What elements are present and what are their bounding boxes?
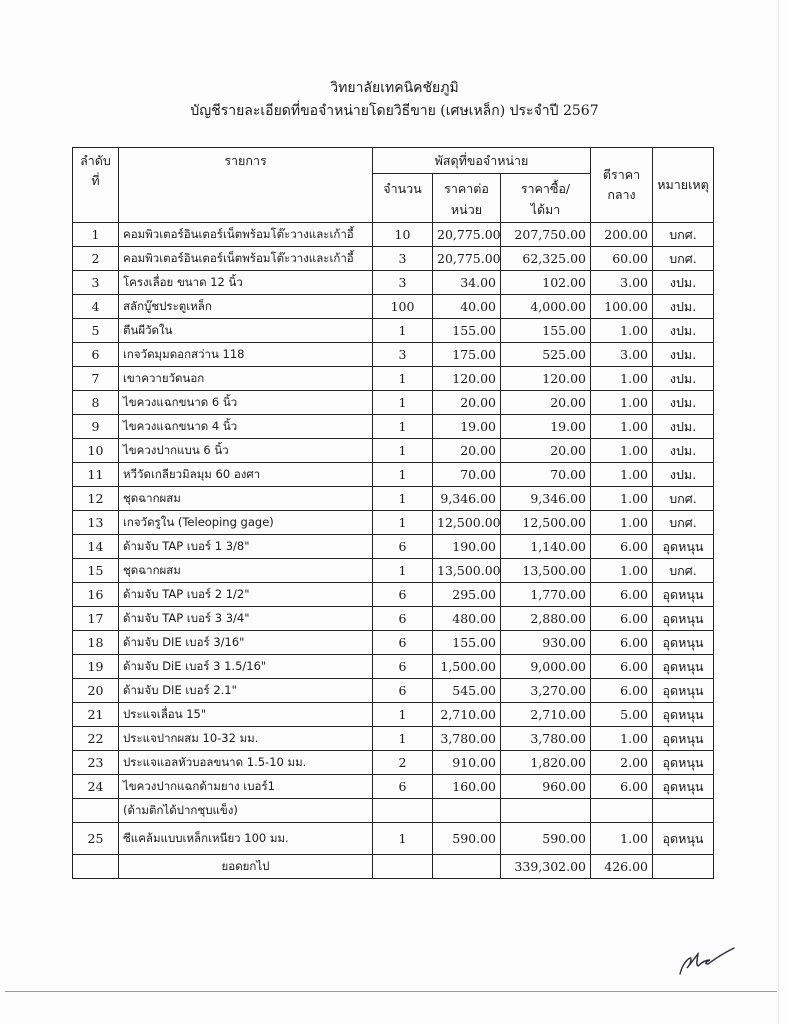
row-unit-price: 20,775.00 xyxy=(433,223,501,247)
row-remark: งปม. xyxy=(653,367,714,391)
table-row xyxy=(73,319,714,343)
row-unit-price: 20.00 xyxy=(433,391,501,415)
header-seq: ลำดับที่ xyxy=(73,148,119,223)
table-row xyxy=(73,607,714,631)
row-unit-price: 590.00 xyxy=(433,823,501,855)
row-purchase-price: 590.00 xyxy=(501,823,591,855)
row-qty: 1 xyxy=(373,415,433,439)
row-item: ประแจแอลหัวบอลขนาด 1.5-10 มม. xyxy=(119,751,373,775)
row-purchase-price: 960.00 xyxy=(501,775,591,799)
row-item: ไขควงแฉกขนาด 6 นิ้ว xyxy=(119,391,373,415)
row-seq: 24 xyxy=(73,775,119,799)
row-remark: อุดหนุน xyxy=(653,775,714,799)
row-remark: งปม. xyxy=(653,319,714,343)
row-qty: 6 xyxy=(373,655,433,679)
total-purchase-price: 339,302.00 xyxy=(501,855,591,879)
row-remark: อุดหนุน xyxy=(653,583,714,607)
row-item: ตีนผีวัดใน xyxy=(119,319,373,343)
row-purchase-price: 2,880.00 xyxy=(501,607,591,631)
header-item: รายการ xyxy=(119,148,373,223)
row-unit-price: 20,775.00 xyxy=(433,247,501,271)
row-remark: อุดหนุน xyxy=(653,535,714,559)
row-remark: บกศ. xyxy=(653,511,714,535)
table-row xyxy=(73,439,714,463)
row-seq: 1 xyxy=(73,223,119,247)
row-unit-price: 40.00 xyxy=(433,295,501,319)
header-unit-price-line1: ราคาต่อ xyxy=(444,181,489,196)
table-row xyxy=(73,463,714,487)
total-unit-price xyxy=(433,855,501,879)
row-unit-price: 160.00 xyxy=(433,775,501,799)
row-seq: 3 xyxy=(73,271,119,295)
row-qty: 1 xyxy=(373,727,433,751)
row-purchase-price: 13,500.00 xyxy=(501,559,591,583)
row-purchase-price: 20.00 xyxy=(501,391,591,415)
row-appraised: 2.00 xyxy=(591,751,653,775)
table-row xyxy=(73,367,714,391)
page-separator xyxy=(5,991,777,992)
row-remark: งปม. xyxy=(653,439,714,463)
row-seq xyxy=(73,799,119,823)
row-item: ไขควงปากแบน 6 นิ้ว xyxy=(119,439,373,463)
row-purchase-price: 9,000.00 xyxy=(501,655,591,679)
row-remark: อุดหนุน xyxy=(653,703,714,727)
row-unit-price: 910.00 xyxy=(433,751,501,775)
row-remark: งปม. xyxy=(653,391,714,415)
row-unit-price: 1,500.00 xyxy=(433,655,501,679)
row-qty: 6 xyxy=(373,775,433,799)
row-appraised: 60.00 xyxy=(591,247,653,271)
header-purchase-line1: ราคาซื้อ/ xyxy=(520,181,571,196)
row-item: ไขควงปากแฉกด้ามยาง เบอร์1 xyxy=(119,775,373,799)
row-qty: 100 xyxy=(373,295,433,319)
row-remark: บกศ. xyxy=(653,223,714,247)
row-seq: 15 xyxy=(73,559,119,583)
row-seq: 19 xyxy=(73,655,119,679)
table-row xyxy=(73,655,714,679)
row-remark: งปม. xyxy=(653,271,714,295)
table-row xyxy=(73,223,714,247)
row-purchase-price: 2,710.00 xyxy=(501,703,591,727)
row-appraised xyxy=(591,799,653,823)
row-remark xyxy=(653,799,714,823)
row-appraised: 6.00 xyxy=(591,775,653,799)
row-unit-price: 13,500.00 xyxy=(433,559,501,583)
table-row xyxy=(73,751,714,775)
table-row xyxy=(73,703,714,727)
table-row xyxy=(73,799,714,823)
row-qty: 1 xyxy=(373,823,433,855)
row-seq: 16 xyxy=(73,583,119,607)
row-appraised: 100.00 xyxy=(591,295,653,319)
row-qty: 1 xyxy=(373,703,433,727)
total-row xyxy=(73,855,714,879)
row-seq: 9 xyxy=(73,415,119,439)
row-appraised: 6.00 xyxy=(591,535,653,559)
row-appraised: 1.00 xyxy=(591,367,653,391)
row-item: เกจวัดรูใน (Teleoping gage) xyxy=(119,511,373,535)
table-row xyxy=(73,535,714,559)
row-item: ไขควงแฉกขนาด 4 นิ้ว xyxy=(119,415,373,439)
row-item: ด้ามจับ DIE เบอร์ 3/16" xyxy=(119,631,373,655)
row-purchase-price xyxy=(501,799,591,823)
row-unit-price xyxy=(433,799,501,823)
row-qty: 6 xyxy=(373,679,433,703)
header-remark: หมายเหตุ xyxy=(653,148,714,223)
row-appraised: 1.00 xyxy=(591,319,653,343)
row-qty: 3 xyxy=(373,271,433,295)
row-remark: อุดหนุน xyxy=(653,727,714,751)
row-qty: 10 xyxy=(373,223,433,247)
disposal-items-table xyxy=(72,147,714,879)
row-remark: งปม. xyxy=(653,343,714,367)
row-purchase-price: 4,000.00 xyxy=(501,295,591,319)
row-unit-price: 190.00 xyxy=(433,535,501,559)
header-unit-price-line2: หน่วย xyxy=(450,202,483,217)
table-row xyxy=(73,247,714,271)
row-appraised: 1.00 xyxy=(591,391,653,415)
row-unit-price: 175.00 xyxy=(433,343,501,367)
table-row xyxy=(73,511,714,535)
document-title: วิทยาลัยเทคนิคชัยภูมิ xyxy=(330,80,459,96)
row-appraised: 6.00 xyxy=(591,583,653,607)
row-qty: 6 xyxy=(373,607,433,631)
row-remark: งปม. xyxy=(653,463,714,487)
row-remark: อุดหนุน xyxy=(653,751,714,775)
row-unit-price: 120.00 xyxy=(433,367,501,391)
row-qty: 2 xyxy=(373,751,433,775)
table-row xyxy=(73,631,714,655)
row-seq: 11 xyxy=(73,463,119,487)
row-item: ประแจเลื่อน 15" xyxy=(119,703,373,727)
row-item: ด้ามจับ TAP เบอร์ 2 1/2" xyxy=(119,583,373,607)
row-purchase-price: 3,270.00 xyxy=(501,679,591,703)
table-row xyxy=(73,295,714,319)
row-appraised: 1.00 xyxy=(591,511,653,535)
row-seq: 22 xyxy=(73,727,119,751)
row-qty: 6 xyxy=(373,535,433,559)
document-subtitle: บัญชีรายละเอียดที่ขอจำหน่ายโดยวิธีขาย (เศษเหล็ก) ประจำปี 2567 xyxy=(190,103,599,119)
row-unit-price: 480.00 xyxy=(433,607,501,631)
row-item: ด้ามจับ DIE เบอร์ 2.1" xyxy=(119,679,373,703)
header-unit-price xyxy=(433,174,501,223)
row-qty: 1 xyxy=(373,367,433,391)
row-purchase-price: 102.00 xyxy=(501,271,591,295)
row-purchase-price: 525.00 xyxy=(501,343,591,367)
row-purchase-price: 19.00 xyxy=(501,415,591,439)
table-row xyxy=(73,271,714,295)
row-qty xyxy=(373,799,433,823)
header-qty xyxy=(373,174,433,223)
signature-icon xyxy=(676,938,736,978)
row-item: ด้ามจับ TAP เบอร์ 1 3/8" xyxy=(119,535,373,559)
row-appraised: 1.00 xyxy=(591,559,653,583)
row-unit-price: 19.00 xyxy=(433,415,501,439)
row-item: สลักบู๊ชประตูเหล็ก xyxy=(119,295,373,319)
row-appraised: 1.00 xyxy=(591,487,653,511)
header-purchase-price xyxy=(501,174,591,223)
row-purchase-price: 1,770.00 xyxy=(501,583,591,607)
header-purchase-line2: ได้มา xyxy=(530,202,561,217)
row-seq: 17 xyxy=(73,607,119,631)
row-qty: 6 xyxy=(373,631,433,655)
row-seq: 10 xyxy=(73,439,119,463)
total-remark xyxy=(653,855,714,879)
row-purchase-price: 1,820.00 xyxy=(501,751,591,775)
row-remark: อุดหนุน xyxy=(653,631,714,655)
row-item: ด้ามจับ TAP เบอร์ 3 3/4" xyxy=(119,607,373,631)
row-appraised: 6.00 xyxy=(591,679,653,703)
page-edge xyxy=(778,0,779,1024)
row-item: (ด้ามติกได้ปากชุบแข็ง) xyxy=(119,799,373,823)
row-remark: งปม. xyxy=(653,295,714,319)
row-unit-price: 295.00 xyxy=(433,583,501,607)
row-item: หวีวัดเกลียวมิลมุม 60 องศา xyxy=(119,463,373,487)
row-purchase-price: 12,500.00 xyxy=(501,511,591,535)
row-item: เขาควายวัดนอก xyxy=(119,367,373,391)
row-remark: บกศ. xyxy=(653,487,714,511)
row-purchase-price: 155.00 xyxy=(501,319,591,343)
row-qty: 1 xyxy=(373,559,433,583)
row-qty: 3 xyxy=(373,247,433,271)
row-item: โครงเลื่อย ขนาด 12 นิ้ว xyxy=(119,271,373,295)
row-purchase-price: 207,750.00 xyxy=(501,223,591,247)
row-unit-price: 9,346.00 xyxy=(433,487,501,511)
row-qty: 1 xyxy=(373,391,433,415)
row-seq: 14 xyxy=(73,535,119,559)
header-group-disposal: พัสดุที่ขอจำหน่าย xyxy=(373,148,591,174)
row-appraised: 3.00 xyxy=(591,343,653,367)
row-remark: อุดหนุน xyxy=(653,823,714,855)
row-unit-price: 20.00 xyxy=(433,439,501,463)
table-row xyxy=(73,343,714,367)
row-item: ชุดฉากผสม xyxy=(119,559,373,583)
row-seq: 5 xyxy=(73,319,119,343)
row-purchase-price: 120.00 xyxy=(501,367,591,391)
row-appraised: 6.00 xyxy=(591,655,653,679)
total-qty xyxy=(373,855,433,879)
table-row xyxy=(73,415,714,439)
total-seq xyxy=(73,855,119,879)
row-seq: 4 xyxy=(73,295,119,319)
row-seq: 25 xyxy=(73,823,119,855)
row-remark: อุดหนุน xyxy=(653,655,714,679)
row-purchase-price: 20.00 xyxy=(501,439,591,463)
row-seq: 2 xyxy=(73,247,119,271)
row-remark: บกศ. xyxy=(653,559,714,583)
table-row xyxy=(73,559,714,583)
row-purchase-price: 3,780.00 xyxy=(501,727,591,751)
table-row xyxy=(73,727,714,751)
row-appraised: 6.00 xyxy=(591,631,653,655)
row-item: คอมพิวเตอร์อินเตอร์เน็ตพร้อมโต๊ะวางและเก้าอี้ xyxy=(119,223,373,247)
row-unit-price: 155.00 xyxy=(433,319,501,343)
row-qty: 1 xyxy=(373,463,433,487)
row-seq: 7 xyxy=(73,367,119,391)
row-item: เกจวัดมุมดอกสว่าน 118 xyxy=(119,343,373,367)
table-row xyxy=(73,487,714,511)
row-purchase-price: 62,325.00 xyxy=(501,247,591,271)
row-seq: 8 xyxy=(73,391,119,415)
table-row xyxy=(73,679,714,703)
row-item: ด้ามจับ DiE เบอร์ 3 1.5/16" xyxy=(119,655,373,679)
row-appraised: 1.00 xyxy=(591,463,653,487)
table-row xyxy=(73,775,714,799)
row-unit-price: 155.00 xyxy=(433,631,501,655)
row-qty: 6 xyxy=(373,583,433,607)
row-item: ซีแคล้มแบบเหล็กเหนียว 100 มม. xyxy=(119,823,373,855)
row-seq: 23 xyxy=(73,751,119,775)
row-qty: 1 xyxy=(373,439,433,463)
total-appraised: 426.00 xyxy=(591,855,653,879)
header-appraised: ตีราคากลาง xyxy=(591,148,653,223)
row-remark: บกศ. xyxy=(653,247,714,271)
row-remark: อุดหนุน xyxy=(653,607,714,631)
total-label: ยอดยกไป xyxy=(119,855,373,879)
row-unit-price: 34.00 xyxy=(433,271,501,295)
row-item: คอมพิวเตอร์อินเตอร์เน็ตพร้อมโต๊ะวางและเก้าอี้ xyxy=(119,247,373,271)
row-purchase-price: 1,140.00 xyxy=(501,535,591,559)
row-appraised: 6.00 xyxy=(591,607,653,631)
row-qty: 3 xyxy=(373,343,433,367)
row-appraised: 200.00 xyxy=(591,223,653,247)
row-appraised: 1.00 xyxy=(591,727,653,751)
table-row xyxy=(73,391,714,415)
row-qty: 1 xyxy=(373,487,433,511)
row-item: ประแจปากผสม 10-32 มม. xyxy=(119,727,373,751)
row-item: ชุดฉากผสม xyxy=(119,487,373,511)
table-row xyxy=(73,823,714,855)
row-appraised: 5.00 xyxy=(591,703,653,727)
row-seq: 12 xyxy=(73,487,119,511)
row-appraised: 3.00 xyxy=(591,271,653,295)
row-seq: 20 xyxy=(73,679,119,703)
row-unit-price: 12,500.00 xyxy=(433,511,501,535)
row-remark: อุดหนุน xyxy=(653,679,714,703)
header-qty-label: จำนวน xyxy=(383,181,422,196)
row-purchase-price: 70.00 xyxy=(501,463,591,487)
row-appraised: 1.00 xyxy=(591,415,653,439)
row-purchase-price: 930.00 xyxy=(501,631,591,655)
row-unit-price: 2,710.00 xyxy=(433,703,501,727)
row-unit-price: 3,780.00 xyxy=(433,727,501,751)
table-row xyxy=(73,583,714,607)
row-seq: 21 xyxy=(73,703,119,727)
row-unit-price: 70.00 xyxy=(433,463,501,487)
row-seq: 6 xyxy=(73,343,119,367)
row-unit-price: 545.00 xyxy=(433,679,501,703)
row-seq: 18 xyxy=(73,631,119,655)
row-appraised: 1.00 xyxy=(591,823,653,855)
row-qty: 1 xyxy=(373,511,433,535)
row-seq: 13 xyxy=(73,511,119,535)
row-appraised: 1.00 xyxy=(591,439,653,463)
row-qty: 1 xyxy=(373,319,433,343)
row-purchase-price: 9,346.00 xyxy=(501,487,591,511)
row-remark: งปม. xyxy=(653,415,714,439)
